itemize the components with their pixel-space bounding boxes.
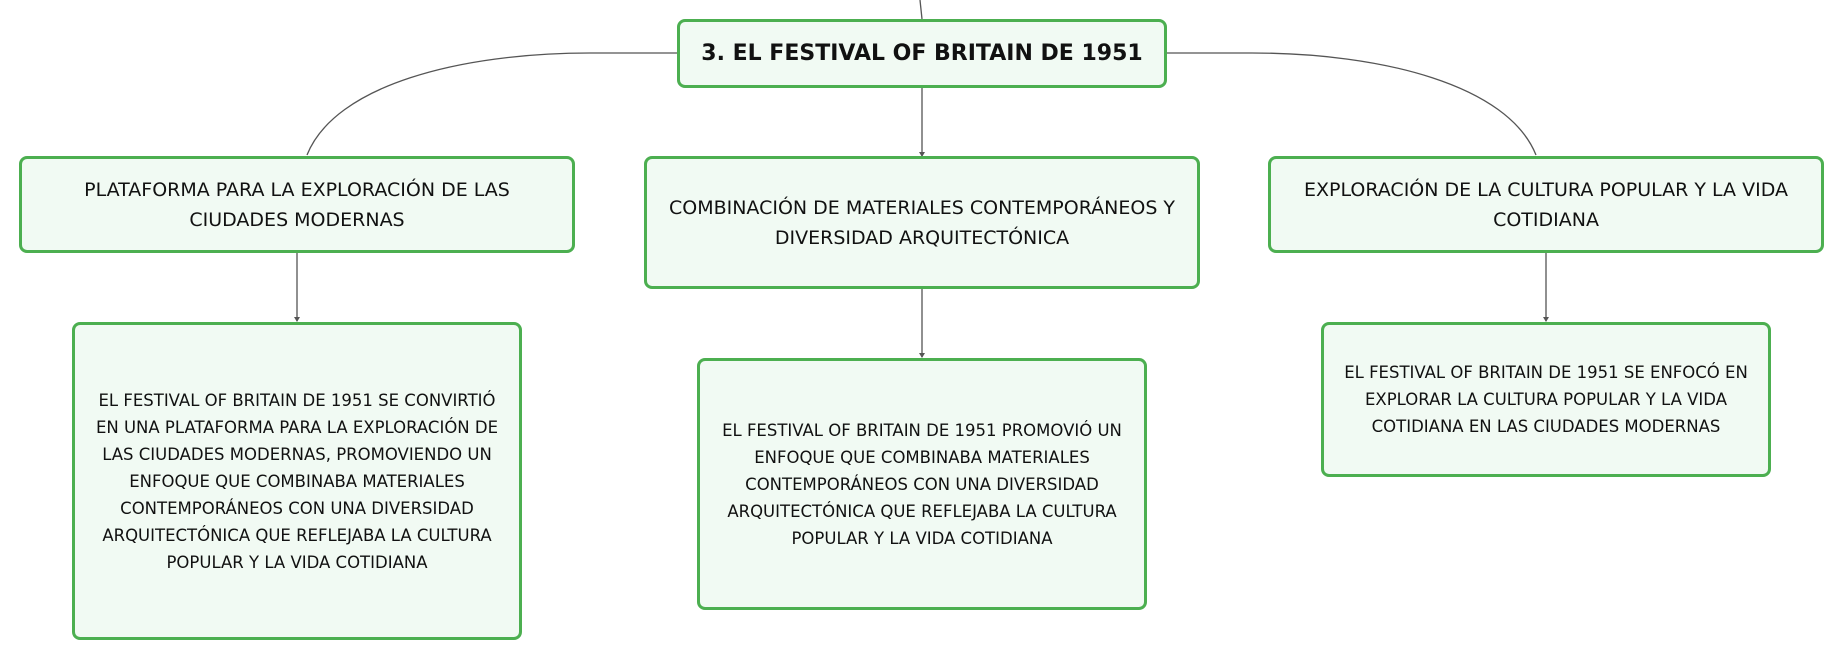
- branch-label: COMBINACIÓN DE MATERIALES CONTEMPORÁNEOS Y DIVERSIDAD ARQUITECTÓNICA: [668, 196, 1176, 249]
- detail-node-ciudades-modernas[interactable]: [72, 322, 522, 640]
- connector-root-to-branch-1: [307, 53, 678, 155]
- root-topic-label: 3. EL FESTIVAL OF BRITAIN DE 1951: [701, 41, 1143, 66]
- detail-text: EL FESTIVAL OF BRITAIN DE 1951 PROMOVIÓ UN ENFOQUE QUE COMBINABA MATERIALES CONTEMPORÁNEOS CON UNA DIVERSIDAD ARQUITECTÓNICA QUE REFLEJABA LA CULTURA POPULAR Y LA VIDA COTIDIANA: [722, 420, 1122, 548]
- branch-label: EXPLORACIÓN DE LA CULTURA POPULAR Y LA VIDA COTIDIANA: [1303, 178, 1788, 231]
- branch-label: PLATAFORMA PARA LA EXPLORACIÓN DE LAS CIUDADES MODERNAS: [84, 178, 510, 231]
- branch-node-ciudades-modernas[interactable]: [19, 156, 575, 253]
- detail-text: EL FESTIVAL OF BRITAIN DE 1951 SE ENFOCÓ EN EXPLORAR LA CULTURA POPULAR Y LA VIDA COTIDIANA EN LAS CIUDADES MODERNAS: [1344, 363, 1748, 436]
- detail-node-materiales-diversidad[interactable]: [697, 358, 1147, 610]
- detail-node-cultura-popular[interactable]: [1321, 322, 1771, 477]
- root-topic-node[interactable]: [677, 19, 1167, 88]
- branch-node-materiales-diversidad[interactable]: [644, 156, 1200, 289]
- branch-node-cultura-popular[interactable]: [1268, 156, 1824, 253]
- connector-parent-to-root: [920, 0, 922, 19]
- connector-root-to-branch-3: [1166, 53, 1536, 155]
- detail-text: EL FESTIVAL OF BRITAIN DE 1951 SE CONVIRTIÓ EN UNA PLATAFORMA PARA LA EXPLORACIÓN DE LAS CIUDADES MODERNAS, PROMOVIENDO UN ENFOQUE QUE COMBINABA MATERIALES CONTEMPORÁNEOS CON UNA DIVERSIDAD ARQUITECTÓNICA QUE REFLEJABA LA CULTURA POPULAR Y LA VIDA COTIDIANA: [95, 390, 499, 572]
